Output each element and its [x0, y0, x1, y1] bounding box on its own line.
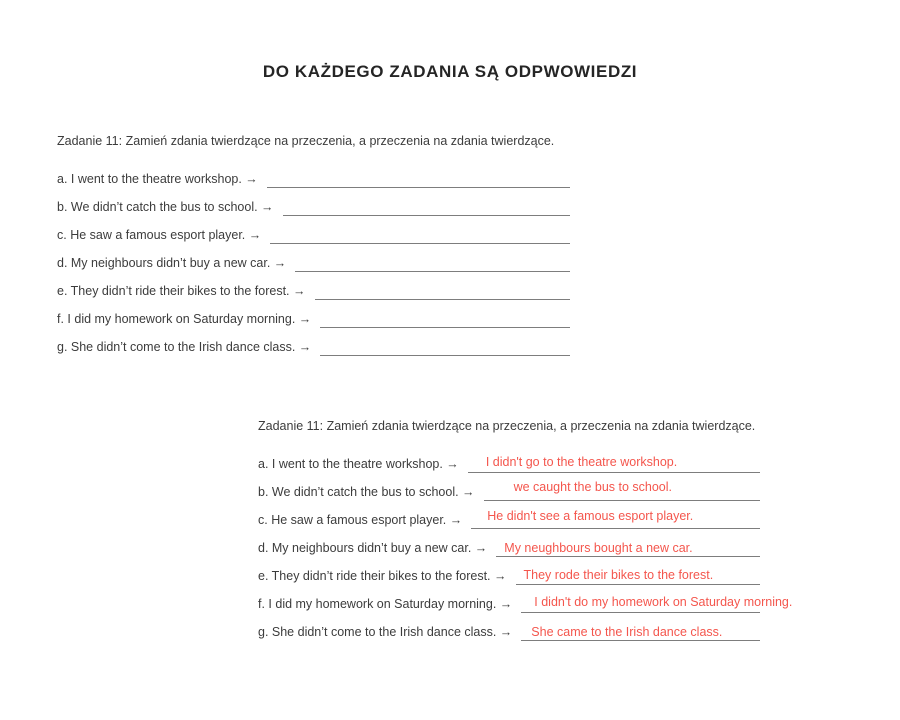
- answer-blank-line: [516, 557, 760, 585]
- answer-blank-line: [270, 216, 570, 244]
- task-section-answered: [258, 419, 793, 641]
- page-title: DO KAŻDEGO ZADANIA SĄ ODPWOWIEDZI: [262, 62, 638, 81]
- exercise-prompt: d. My neighbours didn’t buy a new car. →: [258, 541, 488, 556]
- task-header: Zadanie 11: Zamień zdania twierdzące na przeczenia, a przeczenia na zdania twierdzące.: [57, 134, 555, 148]
- exercise-row: [57, 244, 570, 272]
- exercise-row: [57, 216, 570, 244]
- exercise-row: [258, 613, 760, 641]
- handwritten-answer-text: I didn't do my homework on Saturday morning.: [534, 595, 793, 609]
- handwritten-answer-text: I didn't go to the theatre workshop.: [485, 455, 678, 469]
- answer-blank-line: [496, 529, 760, 557]
- exercise-row: [258, 529, 760, 557]
- answer-blank-line: [267, 160, 570, 188]
- exercise-row: [258, 585, 793, 613]
- task-header: Zadanie 11: Zamień zdania twierdzące na przeczenia, a przeczenia na zdania twierdzące.: [258, 419, 756, 433]
- exercise-prompt: b. We didn’t catch the bus to school. →: [258, 485, 475, 500]
- answer-blank-line: [320, 328, 570, 356]
- exercise-prompt: g. She didn’t come to the Irish dance class. →: [57, 340, 312, 355]
- task-section-blank: [57, 134, 570, 356]
- exercise-prompt: b. We didn’t catch the bus to school. →: [57, 200, 274, 215]
- exercise-prompt: a. I went to the theatre workshop. →: [258, 457, 459, 472]
- answer-blank-line: [521, 585, 793, 613]
- handwritten-answer-text: My neughbours bought a new car.: [504, 541, 693, 555]
- exercise-prompt: e. They didn’t ride their bikes to the forest. →: [258, 569, 507, 584]
- exercise-prompt: g. She didn’t come to the Irish dance class. →: [258, 625, 513, 640]
- exercise-row: [57, 272, 570, 300]
- answer-blank-line: [521, 613, 760, 641]
- exercise-row: [57, 188, 570, 216]
- exercise-row: [258, 557, 760, 585]
- exercise-row: [258, 501, 760, 529]
- answer-blank-line: [283, 188, 570, 216]
- handwritten-answer-text: They rode their bikes to the forest.: [523, 568, 714, 582]
- answer-blank-line: [295, 244, 570, 272]
- exercise-prompt: f. I did my homework on Saturday morning. →: [258, 597, 513, 612]
- answer-blank-line: [484, 473, 760, 501]
- handwritten-answer-text: He didn't see a famous esport player.: [487, 509, 694, 523]
- exercise-row: [57, 160, 570, 188]
- exercise-prompt: a. I went to the theatre workshop. →: [57, 172, 258, 187]
- exercise-row: [258, 445, 760, 473]
- exercise-row: [57, 300, 570, 328]
- handwritten-answer-text: She came to the Irish dance class.: [531, 625, 723, 639]
- answer-blank-line: [315, 272, 570, 300]
- exercise-prompt: c. He saw a famous esport player. →: [258, 513, 463, 528]
- exercise-row: [57, 328, 570, 356]
- exercise-prompt: f. I did my homework on Saturday morning. →: [57, 312, 312, 327]
- handwritten-answer-text: we caught the bus to school.: [513, 480, 672, 494]
- exercise-prompt: d. My neighbours didn’t buy a new car. →: [57, 256, 287, 271]
- answer-blank-line: [468, 445, 760, 473]
- answer-blank-line: [320, 300, 570, 328]
- exercise-row: [258, 473, 760, 501]
- answer-blank-line: [471, 501, 760, 529]
- exercise-prompt: c. He saw a famous esport player. →: [57, 228, 262, 243]
- exercise-prompt: e. They didn’t ride their bikes to the forest. →: [57, 284, 306, 299]
